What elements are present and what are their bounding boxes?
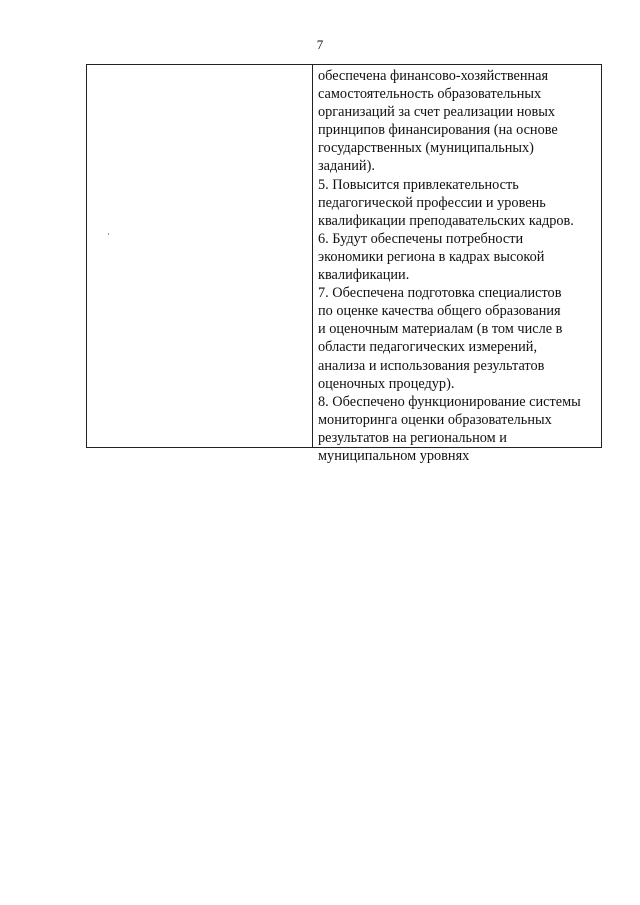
- text-line: организаций за счет реализации новых: [318, 104, 556, 121]
- text-line: педагогической профессии и уровень: [318, 194, 546, 211]
- text-line: квалификации преподавательских кадров.: [318, 212, 574, 229]
- page-number: 7: [316, 37, 324, 52]
- text-line: самостоятельность образовательных: [318, 86, 542, 103]
- text-line: анализа и использования результатов: [318, 357, 545, 374]
- text-line: мониторинга оценки образовательных: [318, 411, 552, 428]
- text-line: по оценке качества общего образования: [318, 303, 561, 320]
- text-line: принципов финансирования (на основе: [318, 122, 558, 139]
- text-line: государственных (муниципальных): [318, 140, 534, 157]
- text-line: 6. Будут обеспечены потребности: [318, 230, 524, 247]
- text-line: оценочных процедур).: [318, 375, 455, 392]
- document-table: [86, 64, 602, 464]
- text-line: 7. Обеспечена подготовка специалистов: [318, 285, 562, 302]
- text-line: заданий).: [318, 158, 375, 175]
- scan-speck: [108, 233, 109, 235]
- text-line: области педагогических измерений,: [318, 339, 538, 356]
- text-line: квалификации.: [318, 267, 410, 284]
- text-line: обеспечена финансово-хозяйственная: [318, 68, 549, 84]
- text-line: 8. Обеспечено функционирование системы: [318, 393, 581, 410]
- text-line: 5. Повысится привлекательность: [318, 176, 519, 193]
- text-line: экономики региона в кадрах высокой: [318, 248, 545, 265]
- text-line: муниципальном уровнях: [318, 447, 470, 464]
- text-line: и оценочным материалам (в том числе в: [318, 321, 563, 338]
- table-cell-left: [87, 65, 313, 447]
- text-line: результатов на региональном и: [318, 429, 507, 446]
- table-cell-right: [313, 65, 601, 464]
